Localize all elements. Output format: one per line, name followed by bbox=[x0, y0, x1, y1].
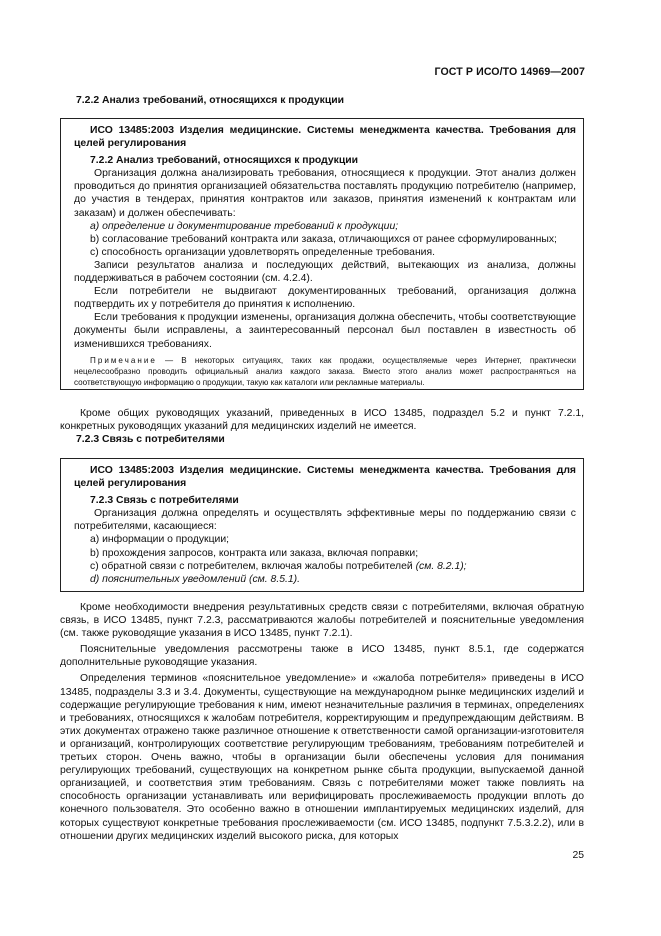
paragraph: Определения терминов «пояснительное уведомление» и «жалоба потребителя» приведены в ИСО 13485, подразделы 3.3 и 3.4. Документы, существующие на международном рынке медицинских изделий и содержащие регулирующие требования к ним, имеют незначительные различия в терминах, определениях и требованиях, относящихся к жалобам потребителя, корректирующим и предупреждающим действиям. В этих документах отражено также различное отношение к ответственности самой организации-изготовителя и организаций, контролирующих соответствие регулирующим требованиям, требованиям потребителей и третьих сторон. Очень важно, чтобы в организации были обеспечены условия для понимания регулирующих требований, существующих на конкретном рынке сбыта продукции, выпускаемой данной организацией, и соответствия этим требованиям. Связь с потребителями может также повлиять на способность организации устанавливать или верифицировать прослеживаемость продукции вплоть до конечного пользователя. Это особенно важно в отношении имплантируемых медицинских изделий, для которых существуют конкретные требования прослеживаемости (см. ИСО 13485, подпункт 7.5.3.2.2), или в отношении других медицинских изделий высокого риска, для которых bbox=[60, 673, 584, 842]
box-paragraph: Если требования к продукции изменены, организация должна обеспечить, чтобы соответствующие документы были исправлены, а заинтересованный персонал был поставлен в известность об изменившихся требованиях. bbox=[74, 312, 576, 350]
section-heading-722 bbox=[60, 94, 584, 107]
list-item-a: а) определение и документирование требований к продукции; bbox=[90, 220, 399, 232]
list-item-b: b) согласование требований контракта или заказа, отличающихся от ранее сформулированных; bbox=[90, 233, 557, 245]
box-paragraph: Организация должна определять и осуществлять эффективные меры по поддержанию связи с потребителями, касающиеся: bbox=[74, 508, 576, 533]
standard-header: ГОСТ Р ИСО/ТО 14969—2007 bbox=[434, 66, 585, 78]
box-title: ИСО 13485:2003 Изделия медицинские. Системы менеджмента качества. Требования для целей регулирования bbox=[74, 125, 576, 150]
after-box-text bbox=[60, 407, 584, 446]
paragraph: Кроме общих руководящих указаний, приведенных в ИСО 13485, подраздел 5.2 и пункт 7.2.1, конкретных руководящих указаний для медицинских изделий не имеется. bbox=[60, 408, 584, 433]
paragraph: Пояснительные уведомления рассмотрены также в ИСО 13485, пункт 8.5.1, где содержатся дополнительные руководящие указания. bbox=[60, 644, 584, 669]
box-paragraph: Если потребители не выдвигают документированных требований, организация должна подтвердить их у потребителя до принятия к исполнению. bbox=[74, 286, 576, 311]
note bbox=[74, 355, 576, 388]
box-title: ИСО 13485:2003 Изделия медицинские. Системы менеджмента качества. Требования для целей регулирования bbox=[74, 465, 576, 490]
quote-box-iso13485-723 bbox=[60, 458, 584, 592]
note-label: Примечание bbox=[90, 355, 157, 365]
box-subheading: 7.2.2 Анализ требований, относящихся к продукции bbox=[90, 155, 358, 167]
item-c-text: c) обратной связи с потребителем, включая жалобы потребителей bbox=[90, 560, 416, 572]
list-item-b: b) прохождения запросов, контракта или заказа, включая поправки; bbox=[90, 547, 419, 559]
body-text bbox=[60, 601, 584, 843]
page-number: 25 bbox=[572, 850, 584, 861]
box-paragraph: Организация должна анализировать требования, относящиеся к продукции. Этот анализ должен проводиться до принятия организацией обязательства поставлять продукцию потребителю (например, до участия в тендерах, принятия контрактов или заказов, принятия изменений к контрактам или заказам) и должен обеспечивать: bbox=[74, 168, 576, 219]
paragraph: Кроме необходимости внедрения результативных средств связи с потребителями, включая обратную связь, в ИСО 13485, пункт 7.2.3, рассматриваются жалобы потребителей и пояснительные уведомления (см. также руководящие указания в ИСО 13485, пункт 7.2.1). bbox=[60, 602, 584, 640]
list-item-d: d) пояснительных уведомлений (см. 8.5.1). bbox=[90, 573, 301, 585]
note-text: — В некоторых ситуациях, таких как продажи, осуществляемые через Интернет, практически нецелесообразно проводить официальный анализ каждого заказа. Вместо этого анализ может распространяться на соответствующую информацию о продукции, такую как каталоги или рекламные материалы. bbox=[74, 355, 576, 387]
list-item-c bbox=[74, 560, 576, 573]
section-title: 7.2.2 Анализ требований, относящихся к продукции bbox=[76, 95, 344, 106]
section-title: 7.2.3 Связь с потребителями bbox=[76, 434, 225, 446]
item-c-reference: (см. 8.2.1); bbox=[415, 560, 467, 572]
box-subheading: 7.2.3 Связь с потребителями bbox=[90, 495, 239, 507]
list-item-a: a) информации о продукции; bbox=[90, 534, 230, 546]
box-paragraph: Записи результатов анализа и последующих действий, вытекающих из анализа, должны поддерживаться в рабочем состоянии (см. 4.2.4). bbox=[74, 259, 576, 285]
list-item-c: c) способность организации удовлетворять определенные требования. bbox=[90, 246, 435, 258]
quote-box-iso13485-722 bbox=[60, 118, 584, 390]
